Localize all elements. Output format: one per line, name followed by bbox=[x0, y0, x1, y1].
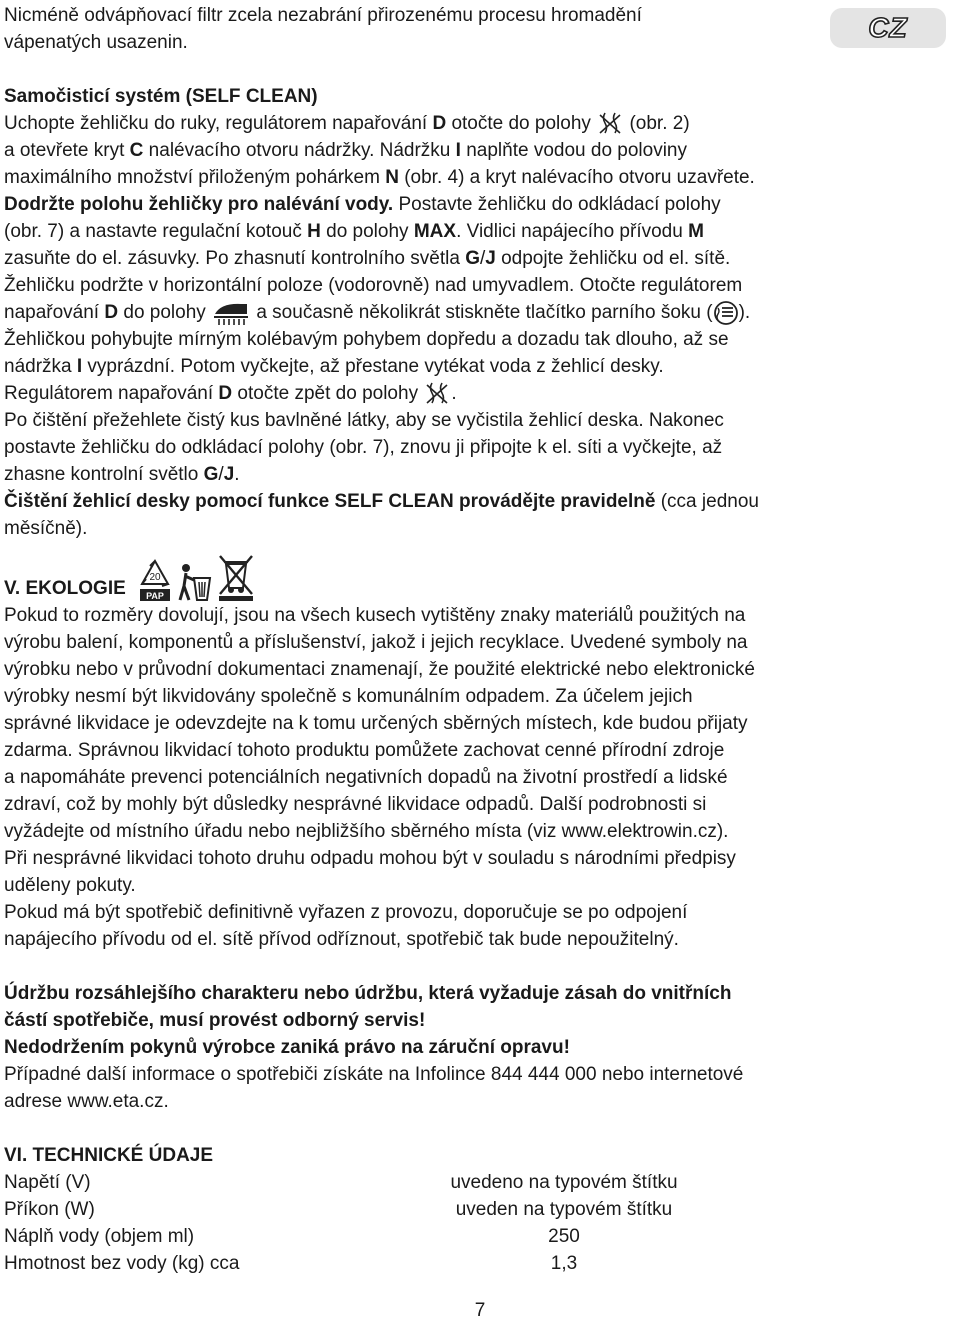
ecology-line-1: Pokud to rozměry dovolují, jsou na všech kusech vytištěny znaky materiálů použitých na bbox=[4, 605, 746, 626]
page-number: 7 bbox=[474, 1300, 486, 1321]
service-line-1: Údržbu rozsáhlejšího charakteru nebo údržbu, která vyžaduje zásah do vnitřních bbox=[4, 983, 732, 1004]
self-clean-line-7: Žehličku podržte v horizontální poloze (vodorovně) nad umyvadlem. Otočte regulátorem bbox=[4, 275, 743, 296]
self-clean-line-12: Po čištění přežehlete čistý kus bavlněné látky, aby se vyčistila žehlicí deska. Nakonec bbox=[4, 410, 724, 431]
self-clean-line-13: postavte žehličku do odkládací polohy (obr. 7), znovu ji připojte k el. síti a vyčkejte, až bbox=[4, 437, 723, 458]
self-clean-line-1: Uchopte žehličku do ruky, regulátorem napařování D otočte do polohy (obr. 2) bbox=[4, 110, 884, 137]
spec-label: Napětí (V) bbox=[4, 1172, 91, 1193]
service-line-4: Případné další informace o spotřebiči získáte na Infolince 844 444 000 nebo internetové bbox=[4, 1064, 744, 1085]
recycling-number: 20 bbox=[149, 572, 161, 583]
steam-shot-button-icon bbox=[713, 300, 739, 326]
tech-heading: VI. TECHNICKÉ ÚDAJE bbox=[4, 1145, 214, 1166]
ecology-line-5: správné likvidace je odevzdejte na k tomu určených sběrných místech, kde budou přijaty bbox=[4, 713, 748, 734]
language-badge-label: CZ bbox=[868, 12, 908, 43]
service-line-2: částí spotřebiče, musí provést odborný servis! bbox=[4, 1010, 426, 1031]
self-clean-line-3: maximálního množství přiloženým pohárkem N (obr. 4) a kryt nalévacího otvoru uzavřete. bbox=[4, 167, 755, 188]
ecology-line-2: výrobu balení, komponentů a příslušenství, jakož i jejich recyklace. Uvedené symboly na bbox=[4, 632, 748, 653]
self-clean-heading: Samočisticí systém (SELF CLEAN) bbox=[4, 86, 318, 107]
service-line-5: adrese www.eta.cz. bbox=[4, 1091, 169, 1112]
self-clean-line-11: Regulátorem napařování D otočte zpět do polohy . bbox=[4, 380, 884, 407]
spec-row bbox=[4, 1223, 884, 1250]
spec-row bbox=[4, 1196, 884, 1223]
self-clean-line-5: (obr. 7) a nastavte regulační kotouč H do polohy MAX. Vidlici napájecího přívodu M bbox=[4, 221, 704, 242]
ecology-line-4: výrobky nesmí být likvidovány společně s komunálním odpadem. Za účelem jejich bbox=[4, 686, 693, 707]
spec-label: Hmotnost bez vody (kg) cca bbox=[4, 1253, 240, 1274]
self-clean-line-14: zhasne kontrolní světlo G/J. bbox=[4, 464, 240, 485]
self-clean-line-10: nádržka I vyprázdní. Potom vyčkejte, až přestane vytékat voda z žehlicí desky. bbox=[4, 356, 664, 377]
weee-crossed-bin-icon bbox=[216, 554, 256, 602]
spec-value: uveden na typovém štítku bbox=[455, 1199, 673, 1220]
spec-label: Příkon (W) bbox=[4, 1199, 95, 1220]
self-clean-line-9: Žehličkou pohybujte mírným kolébavým pohybem dopředu a dozadu tak dlouho, až se bbox=[4, 329, 729, 350]
document-page bbox=[4, 2, 884, 1277]
self-clean-line-2: a otevřete kryt C nalévacího otvoru nádržky. Nádržku I naplňte vodou do poloviny bbox=[4, 140, 687, 161]
spec-value: 1,3 bbox=[550, 1253, 578, 1274]
intro-line-2: vápenatých usazenin. bbox=[4, 32, 188, 53]
ecology-line-3: výrobku nebo v průvodní dokumentaci znamenají, že použité elektrické nebo elektronické bbox=[4, 659, 755, 680]
ecology-line-8: zdraví, což by mohly být důsledky nesprávné likvidace odpadů. Další podrobnosti si bbox=[4, 794, 707, 815]
ecology-heading: V. EKOLOGIE bbox=[4, 578, 126, 599]
ecology-heading-row bbox=[4, 556, 884, 602]
spec-label: Náplň vody (objem ml) bbox=[4, 1226, 195, 1247]
ecology-line-12: Pokud má být spotřebič definitivně vyřazen z provozu, doporučuje se po odpojení bbox=[4, 902, 688, 923]
recycling-pap-icon bbox=[138, 558, 172, 602]
recycling-code: PAP bbox=[145, 591, 164, 601]
spec-row bbox=[4, 1169, 884, 1196]
ecology-line-7: a napomáháte prevenci potenciálních negativních dopadů na životní prostředí a lidské bbox=[4, 767, 728, 788]
self-clean-line-16: měsíčně). bbox=[4, 518, 88, 539]
self-clean-line-8: napařování D do polohy a současně několikrát stiskněte tlačítko parního šoku ( ). bbox=[4, 299, 884, 326]
ecology-line-13: napájecího přívodu od el. sítě přívod odříznout, spotřebič tak bude nepoužitelný. bbox=[4, 929, 679, 950]
max-steam-position-icon bbox=[211, 300, 251, 326]
ecology-line-9: vyžádejte od místního úřadu nebo nejbližšího sběrného místa (viz www.elektrowin.cz). bbox=[4, 821, 729, 842]
self-clean-line-6: zasuňte do el. zásuvky. Po zhasnutí kontrolního světla G/J odpojte žehličku od el. sítě. bbox=[4, 248, 731, 269]
self-clean-line-4: Dodržte polohu žehličky pro nalévání vody. Postavte žehličku do odkládací polohy bbox=[4, 194, 721, 215]
ecology-line-10: Při nesprávné likvidaci tohoto druhu odpadu mohou být v souladu s národními předpisy bbox=[4, 848, 736, 869]
steam-off-position-icon bbox=[596, 111, 624, 137]
warranty-warning: Nedodržením pokynů výrobce zaniká právo na záruční opravu! bbox=[4, 1037, 570, 1058]
steam-off-position-icon-2 bbox=[423, 381, 451, 407]
spec-value: 250 bbox=[548, 1226, 580, 1247]
tidyman-bin-icon bbox=[176, 562, 212, 602]
intro-line-1: Nicméně odvápňovací filtr zcela nezabrání přirozenému procesu hromadění bbox=[4, 5, 642, 26]
self-clean-line-15: Čištění žehlicí desky pomocí funkce SELF CLEAN provádějte pravidelně (cca jednou bbox=[4, 491, 759, 512]
spec-row bbox=[4, 1250, 884, 1277]
ecology-line-6: zdarma. Správnou likvidací tohoto produktu pomůžete zachovat cenné přírodní zdroje bbox=[4, 740, 725, 761]
ecology-line-11: uděleny pokuty. bbox=[4, 875, 136, 896]
spec-value: uvedeno na typovém štítku bbox=[450, 1172, 678, 1193]
